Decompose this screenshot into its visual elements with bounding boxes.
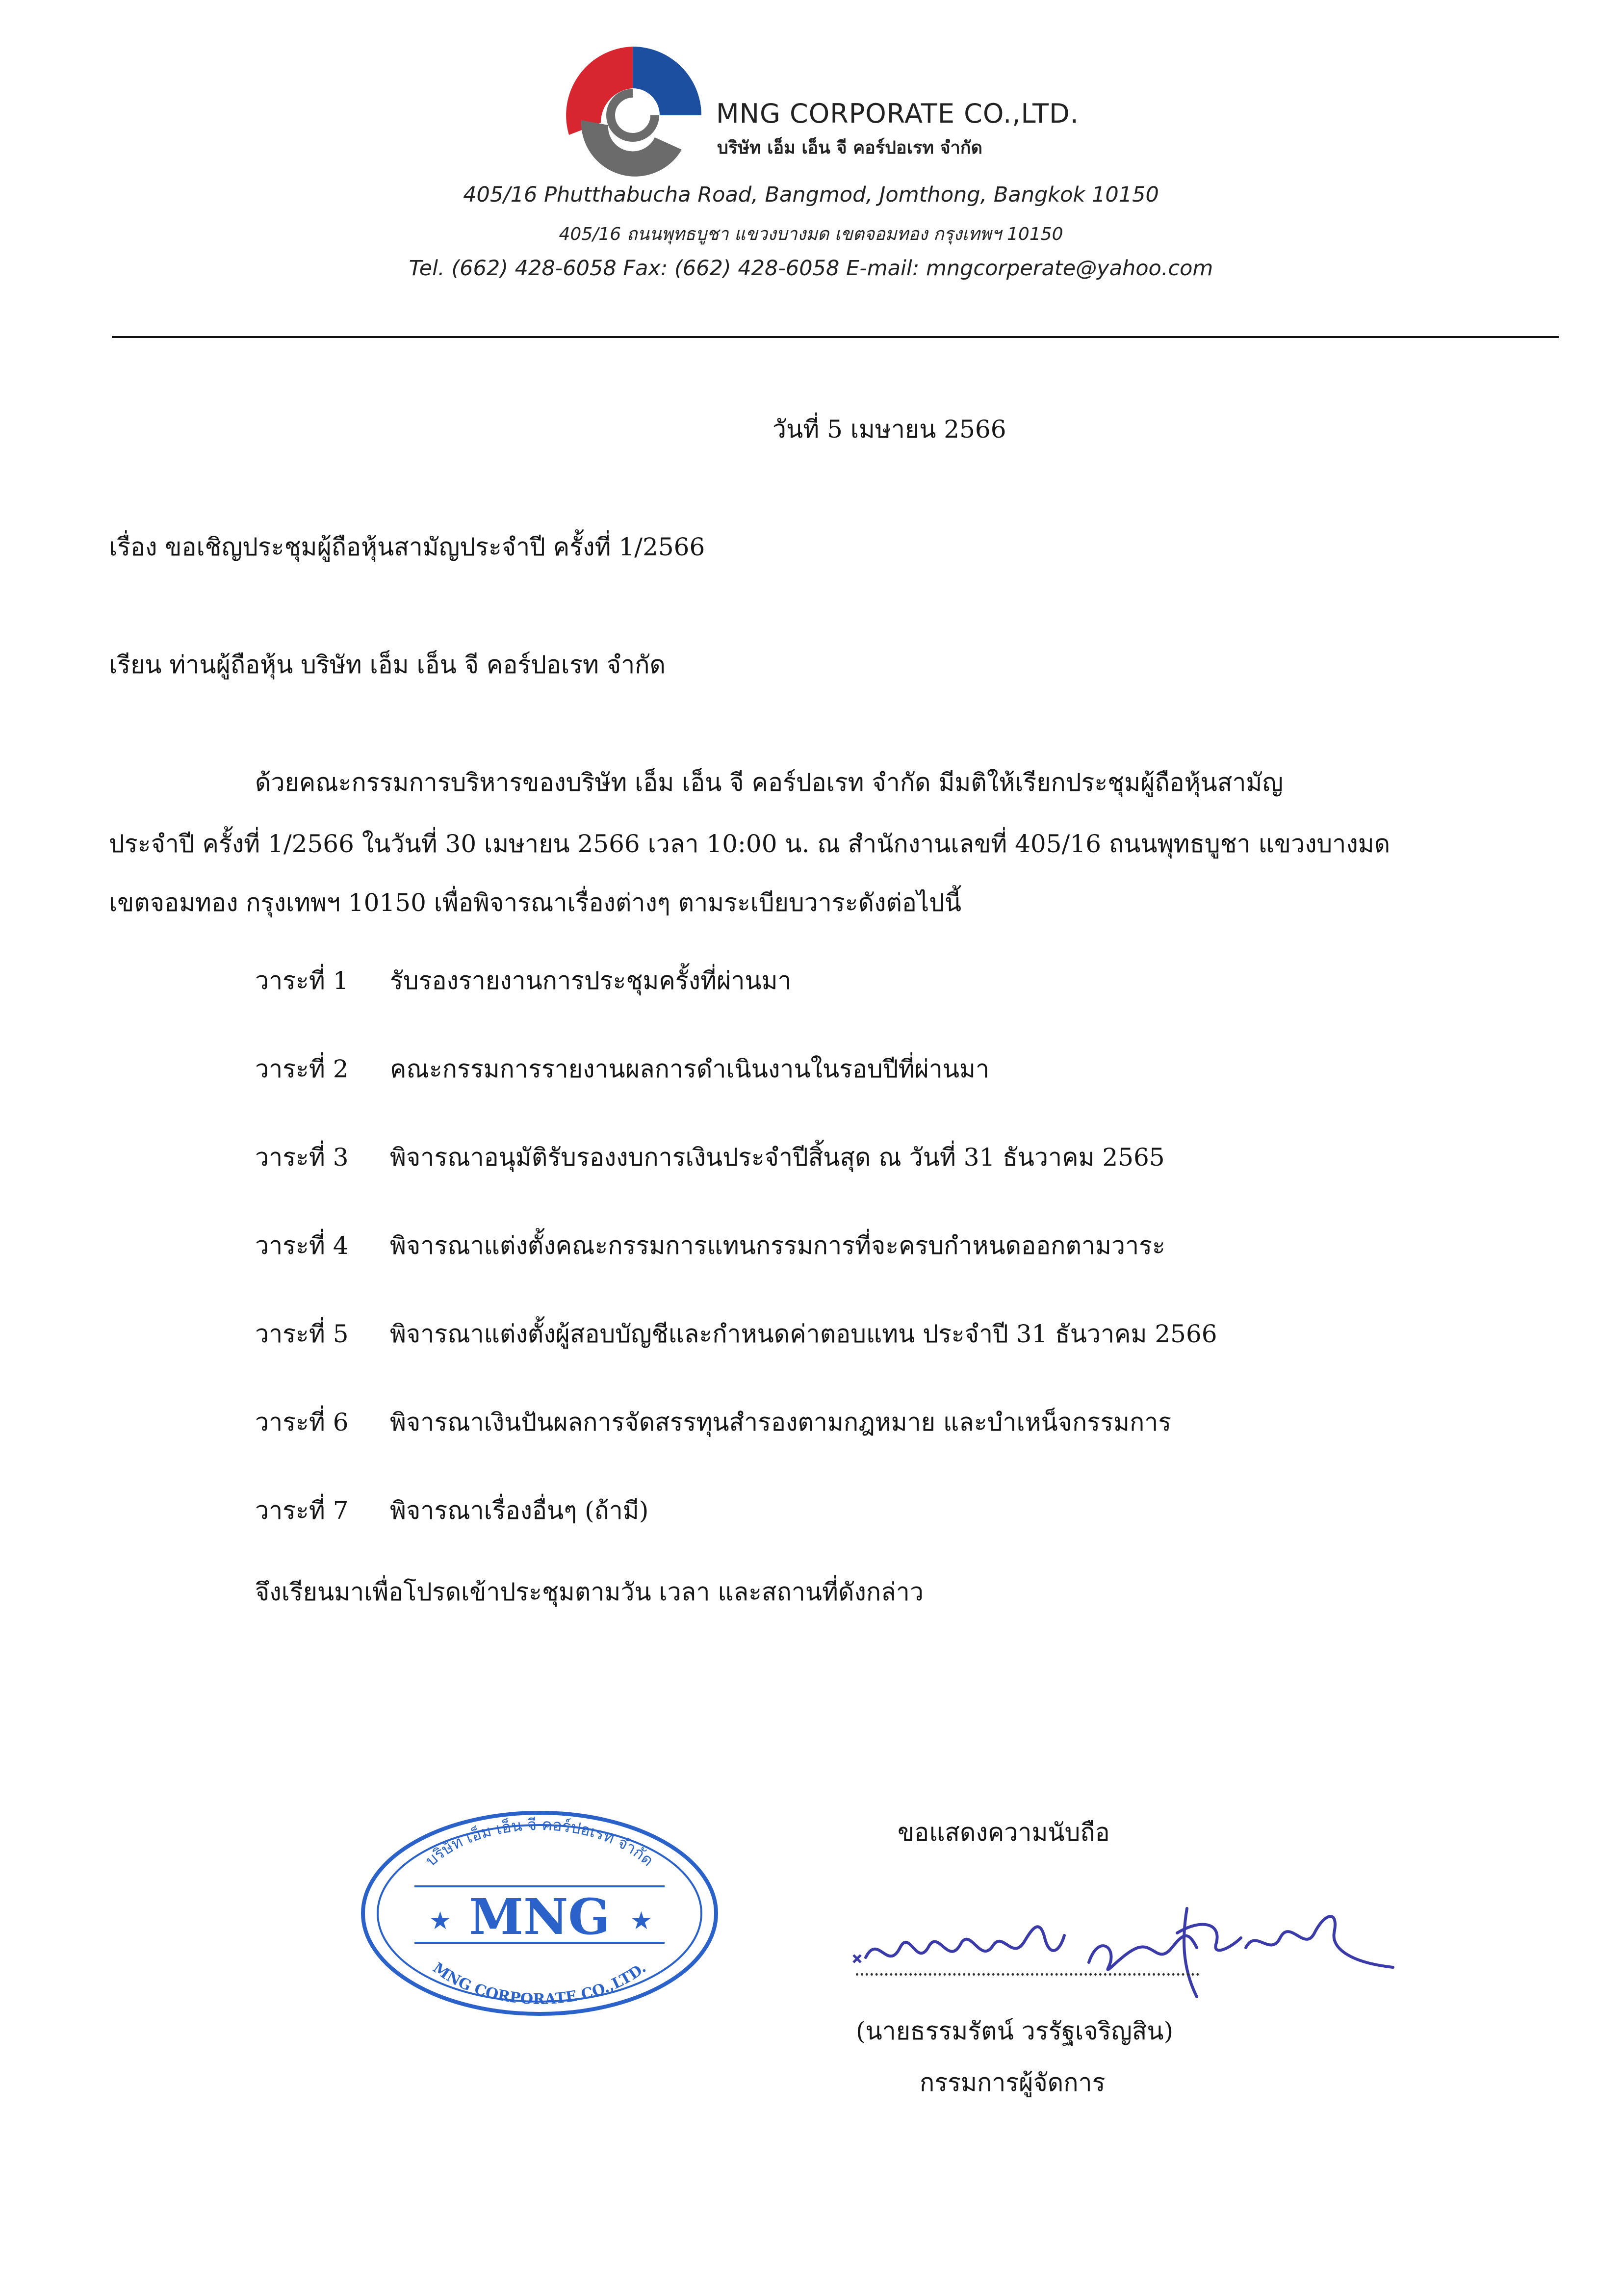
company-name-en: MNG CORPORATE CO.,LTD. — [716, 98, 1079, 129]
header-divider — [112, 336, 1559, 338]
company-stamp — [356, 1805, 723, 2021]
agenda-text: พิจารณาแต่งตั้งผู้สอบบัญชีและกำหนดค่าตอบแทน ประจำปี 31 ธันวาคม 2566 — [390, 1320, 1217, 1348]
stamp-center-text: MNG — [469, 1888, 610, 1946]
agenda-number: วาระที่ 7 — [255, 1496, 349, 1525]
body-line: ประจำปี ครั้งที่ 1/2566 ในวันที่ 30 เมษายน 2566 เวลา 10:00 น. ณ สำนักงานเลขที่ 405/16 ถนนพุทธบูชา แขวงบางมด — [109, 830, 1390, 858]
letter-date: วันที่ 5 เมษายน 2566 — [772, 415, 1006, 444]
address-th: 405/16 ถนนพุทธบูชา แขวงบางมด เขตจอมทอง กรุงเทพฯ 10150 — [559, 224, 1063, 244]
body-line: ด้วยคณะกรรมการบริหารของบริษัท เอ็ม เอ็น จี คอร์ปอเรท จำกัด มีมติให้เรียกประชุมผู้ถือหุ้นสามัญ — [255, 768, 1283, 797]
agenda-number: วาระที่ 5 — [255, 1320, 349, 1348]
letter-recipient: เรียน ท่านผู้ถือหุ้น บริษัท เอ็ม เอ็น จี คอร์ปอเรท จำกัด — [109, 651, 666, 679]
agenda-text: พิจารณาอนุมัติรับรองงบการเงินประจำปีสิ้นสุด ณ วันที่ 31 ธันวาคม 2565 — [390, 1143, 1165, 1172]
address-en: 405/16 Phutthabucha Road, Bangmod, Jomthong, Bangkok 10150 — [463, 183, 1159, 207]
signer-title: กรรมการผู้จัดการ — [920, 2068, 1106, 2097]
agenda-text: พิจารณาเงินปันผลการจัดสรรทุนสำรองตามกฎหมาย และบำเหน็จกรรมการ — [390, 1408, 1172, 1436]
signature-line — [856, 1973, 1199, 1976]
contact-line: Tel. (662) 428-6058 Fax: (662) 428-6058 E-mail: mngcorperate@yahoo.com — [409, 256, 1213, 281]
signer-name: (นายธรรมรัตน์ วรรัฐเจริญสิน) — [856, 2017, 1174, 2045]
agenda-number: วาระที่ 6 — [255, 1408, 349, 1436]
stamp-bottom-text: MNG CORPORATE CO.,LTD. — [429, 1959, 649, 2008]
company-name-th: บริษัท เอ็ม เอ็น จี คอร์ปอเรท จำกัด — [717, 138, 982, 158]
agenda-number: วาระที่ 2 — [255, 1055, 349, 1083]
company-logo-icon — [554, 37, 711, 189]
agenda-number: วาระที่ 1 — [255, 966, 349, 995]
star-icon: ★ — [429, 1906, 451, 1935]
closing-line: จึงเรียนมาเพื่อโปรดเข้าประชุมตามวัน เวลา และสถานที่ดังกล่าว — [255, 1578, 924, 1606]
body-line: เขตจอมทอง กรุงเทพฯ 10150 เพื่อพิจารณาเรื่องต่างๆ ตามระเบียบวาระดังต่อไปนี้ — [109, 888, 962, 917]
agenda-text: พิจารณาเรื่องอื่นๆ (ถ้ามี) — [390, 1496, 649, 1525]
agenda-text: รับรองรายงานการประชุมครั้งที่ผ่านมา — [390, 966, 792, 995]
letter-subject: เรื่อง ขอเชิญประชุมผู้ถือหุ้นสามัญประจำปี ครั้งที่ 1/2566 — [109, 533, 705, 561]
svg-text:MNG CORPORATE CO.,LTD. — [430, 1959, 649, 2008]
agenda-number: วาระที่ 3 — [255, 1143, 349, 1172]
regards-line: ขอแสดงความนับถือ — [898, 1818, 1110, 1847]
agenda-text: พิจารณาแต่งตั้งคณะกรรมการแทนกรรมการที่จะครบกำหนดออกตามวาระ — [390, 1231, 1165, 1260]
agenda-number: วาระที่ 4 — [255, 1231, 349, 1260]
stamp-top-text: บริษัท เอ็ม เอ็น จี คอร์ปอเรท จำกัด — [421, 1815, 658, 1870]
agenda-text: คณะกรรมการรายงานผลการดำเนินงานในรอบปีที่ผ่านมา — [390, 1055, 990, 1083]
handwritten-signature — [844, 1889, 1408, 2002]
star-icon: ★ — [630, 1906, 652, 1935]
